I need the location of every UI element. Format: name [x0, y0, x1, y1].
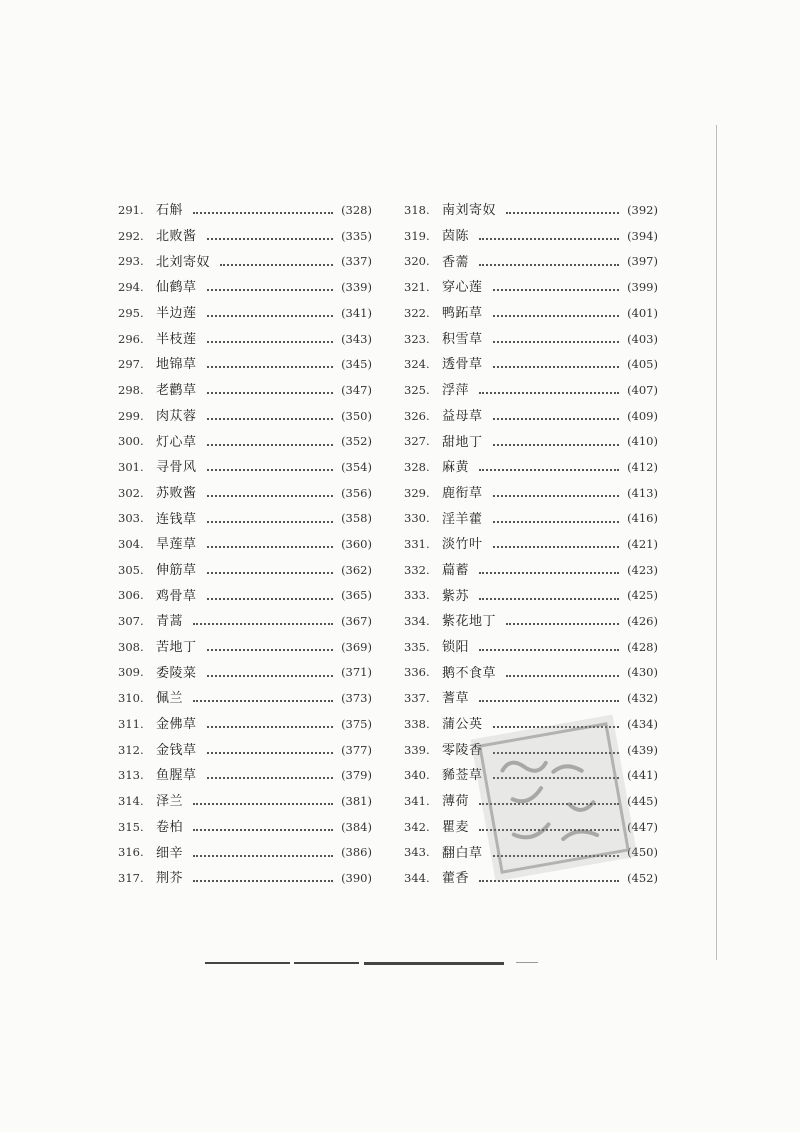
entry-number: 315. — [118, 819, 144, 834]
entry-title: 积雪草 — [442, 331, 483, 347]
dot-leader — [479, 468, 619, 471]
entry-page-number: (425) — [627, 588, 658, 603]
entry-page-number: (371) — [341, 665, 372, 680]
entry-number: 298. — [118, 382, 144, 397]
entry-page-number: (379) — [341, 768, 372, 783]
entry-page-number: (450) — [627, 845, 658, 860]
entry-page-number: (345) — [341, 357, 372, 372]
entry-number: 335. — [404, 639, 430, 654]
entry-page-number: (397) — [627, 254, 658, 269]
toc-entry[interactable] — [118, 378, 372, 404]
entry-page-number: (365) — [341, 588, 372, 603]
dot-leader — [493, 365, 620, 368]
entry-number: 307. — [118, 614, 144, 629]
toc-entry[interactable] — [118, 763, 372, 789]
entry-page-number: (447) — [627, 819, 658, 834]
entry-number: 309. — [118, 665, 144, 680]
entry-page-number: (386) — [341, 845, 372, 860]
toc-entry[interactable] — [118, 404, 372, 430]
toc-entry[interactable] — [404, 326, 658, 352]
entry-page-number: (358) — [341, 511, 372, 526]
entry-number: 326. — [404, 408, 430, 423]
entry-page-number: (354) — [341, 459, 372, 474]
entry-title: 连钱草 — [156, 511, 197, 527]
toc-entry[interactable] — [118, 789, 372, 815]
toc-entry[interactable] — [118, 840, 372, 866]
bottom-rule — [294, 962, 359, 964]
toc-entry[interactable] — [118, 737, 372, 763]
entry-page-number: (430) — [627, 665, 658, 680]
toc-entry[interactable] — [118, 506, 372, 532]
entry-page-number: (416) — [627, 511, 658, 526]
entry-number: 341. — [404, 793, 430, 808]
entry-number: 305. — [118, 562, 144, 577]
toc-entry[interactable] — [118, 224, 372, 250]
entry-number: 322. — [404, 305, 430, 320]
toc-entry[interactable] — [118, 326, 372, 352]
toc-entry[interactable] — [404, 378, 658, 404]
toc-entry[interactable] — [404, 275, 658, 301]
entry-page-number: (335) — [341, 228, 372, 243]
toc-entry[interactable] — [118, 301, 372, 327]
toc-entry[interactable] — [404, 558, 658, 584]
entry-title: 瞿麦 — [442, 819, 470, 835]
entry-page-number: (407) — [627, 382, 658, 397]
entry-number: 308. — [118, 639, 144, 654]
dot-leader — [207, 365, 334, 368]
entry-number: 325. — [404, 382, 430, 397]
toc-entry[interactable] — [404, 301, 658, 327]
entry-number: 336. — [404, 665, 430, 680]
entry-title: 南刘寄奴 — [442, 203, 497, 219]
entry-page-number: (428) — [627, 639, 658, 654]
entry-number: 328. — [404, 459, 430, 474]
entry-title: 茵陈 — [442, 229, 470, 245]
toc-entry[interactable] — [118, 275, 372, 301]
entry-page-number: (369) — [341, 639, 372, 654]
entry-number: 319. — [404, 228, 430, 243]
dot-leader — [207, 674, 334, 677]
dot-leader — [193, 802, 333, 805]
entry-number: 337. — [404, 691, 430, 706]
dot-leader — [506, 211, 619, 214]
entry-title: 卷柏 — [156, 819, 184, 835]
entry-page-number: (350) — [341, 408, 372, 423]
toc-entry[interactable] — [404, 583, 658, 609]
entry-title: 佩兰 — [156, 691, 184, 707]
entry-number: 323. — [404, 331, 430, 346]
toc-entry[interactable] — [404, 609, 658, 635]
toc-entry[interactable] — [118, 198, 372, 224]
entry-number: 339. — [404, 742, 430, 757]
entry-title: 伸筋草 — [156, 562, 197, 578]
dot-leader — [493, 443, 620, 446]
toc-entry[interactable] — [118, 660, 372, 686]
entry-number: 306. — [118, 588, 144, 603]
dot-leader — [506, 622, 619, 625]
entry-number: 342. — [404, 819, 430, 834]
bottom-rule — [364, 962, 504, 965]
dot-leader — [207, 545, 334, 548]
entry-title: 肉苁蓉 — [156, 408, 197, 424]
entry-number: 300. — [118, 434, 144, 449]
entry-title: 灯心草 — [156, 434, 197, 450]
dot-leader — [193, 828, 333, 831]
entry-page-number: (413) — [627, 485, 658, 500]
entry-number: 295. — [118, 305, 144, 320]
entry-page-number: (394) — [627, 228, 658, 243]
entry-title: 蒲公英 — [442, 717, 483, 733]
entry-number: 316. — [118, 845, 144, 860]
entry-title: 泽兰 — [156, 794, 184, 810]
entry-number: 334. — [404, 614, 430, 629]
entry-title: 寻骨风 — [156, 460, 197, 476]
dot-leader — [479, 263, 619, 266]
entry-number: 320. — [404, 254, 430, 269]
entry-page-number: (347) — [341, 382, 372, 397]
entry-title: 石斛 — [156, 203, 184, 219]
entry-page-number: (390) — [341, 870, 372, 885]
entry-title: 委陵菜 — [156, 665, 197, 681]
entry-title: 透骨草 — [442, 357, 483, 373]
entry-number: 294. — [118, 280, 144, 295]
entry-number: 338. — [404, 716, 430, 731]
entry-number: 317. — [118, 870, 144, 885]
toc-entry[interactable] — [404, 455, 658, 481]
entry-page-number: (352) — [341, 434, 372, 449]
entry-number: 329. — [404, 485, 430, 500]
toc-entry[interactable] — [404, 249, 658, 275]
entry-page-number: (434) — [627, 716, 658, 731]
entry-number: 293. — [118, 254, 144, 269]
entry-title: 益母草 — [442, 408, 483, 424]
entry-title: 麻黄 — [442, 460, 470, 476]
entry-number: 297. — [118, 357, 144, 372]
entry-number: 310. — [118, 691, 144, 706]
toc-entry[interactable] — [404, 532, 658, 558]
entry-number: 292. — [118, 228, 144, 243]
dot-leader — [493, 288, 620, 291]
entry-number: 302. — [118, 485, 144, 500]
entry-title: 半边莲 — [156, 306, 197, 322]
entry-title: 浮萍 — [442, 383, 470, 399]
entry-number: 299. — [118, 408, 144, 423]
dot-leader — [207, 417, 334, 420]
toc-left-column — [118, 198, 372, 892]
dot-leader — [193, 211, 333, 214]
entry-title: 鹅不食草 — [442, 665, 497, 681]
entry-page-number: (401) — [627, 305, 658, 320]
toc-entry[interactable] — [118, 583, 372, 609]
entry-number: 324. — [404, 357, 430, 372]
toc-entry[interactable] — [118, 558, 372, 584]
entry-title: 半枝莲 — [156, 331, 197, 347]
entry-page-number: (341) — [341, 305, 372, 320]
entry-title: 北败酱 — [156, 229, 197, 245]
entry-page-number: (403) — [627, 331, 658, 346]
bottom-rule — [205, 962, 290, 964]
toc-entry[interactable] — [404, 506, 658, 532]
entry-page-number: (421) — [627, 537, 658, 552]
entry-page-number: (328) — [341, 203, 372, 218]
entry-number: 303. — [118, 511, 144, 526]
entry-title: 淫羊藿 — [442, 511, 483, 527]
entry-page-number: (356) — [341, 485, 372, 500]
dot-leader — [506, 674, 619, 677]
entry-title: 北刘寄奴 — [156, 254, 211, 270]
dot-leader — [207, 468, 334, 471]
entry-page-number: (439) — [627, 742, 658, 757]
entry-number: 331. — [404, 537, 430, 552]
entry-title: 旱莲草 — [156, 537, 197, 553]
entry-page-number: (362) — [341, 562, 372, 577]
entry-page-number: (441) — [627, 768, 658, 783]
entry-number: 318. — [404, 203, 430, 218]
entry-page-number: (381) — [341, 793, 372, 808]
dot-leader — [193, 699, 333, 702]
dot-leader — [207, 340, 334, 343]
dot-leader — [479, 597, 619, 600]
entry-page-number: (373) — [341, 691, 372, 706]
entry-title: 薄荷 — [442, 794, 470, 810]
toc-entry[interactable] — [118, 249, 372, 275]
entry-title: 甜地丁 — [442, 434, 483, 450]
dot-leader — [193, 854, 333, 857]
entry-title: 仙鹤草 — [156, 280, 197, 296]
dot-leader — [207, 725, 334, 728]
entry-number: 296. — [118, 331, 144, 346]
entry-number: 304. — [118, 537, 144, 552]
entry-title: 地锦草 — [156, 357, 197, 373]
entry-title: 翻白草 — [442, 845, 483, 861]
entry-page-number: (375) — [341, 716, 372, 731]
entry-title: 鱼腥草 — [156, 768, 197, 784]
entry-number: 312. — [118, 742, 144, 757]
toc-entry[interactable] — [404, 660, 658, 686]
toc-entry[interactable] — [404, 224, 658, 250]
entry-page-number: (423) — [627, 562, 658, 577]
dot-leader — [207, 237, 334, 240]
entry-page-number: (445) — [627, 793, 658, 808]
entry-page-number: (412) — [627, 459, 658, 474]
dot-leader — [479, 571, 619, 574]
entry-title: 金钱草 — [156, 742, 197, 758]
entry-page-number: (410) — [627, 434, 658, 449]
entry-page-number: (360) — [341, 537, 372, 552]
dot-leader — [207, 494, 334, 497]
entry-title: 香薷 — [442, 254, 470, 270]
toc-entry[interactable] — [404, 635, 658, 661]
dot-leader — [493, 520, 620, 523]
entry-title: 紫花地丁 — [442, 614, 497, 630]
entry-number: 327. — [404, 434, 430, 449]
entry-page-number: (392) — [627, 203, 658, 218]
entry-title: 淡竹叶 — [442, 537, 483, 553]
toc-entry[interactable] — [404, 198, 658, 224]
entry-title: 锁阳 — [442, 640, 470, 656]
toc-entry[interactable] — [118, 866, 372, 892]
toc-entry[interactable] — [118, 429, 372, 455]
toc-entry[interactable] — [118, 686, 372, 712]
toc-entry[interactable] — [118, 815, 372, 841]
entry-page-number: (432) — [627, 691, 658, 706]
page-edge-line — [716, 125, 717, 960]
dot-leader — [207, 520, 334, 523]
toc-entry[interactable] — [404, 404, 658, 430]
dot-leader — [207, 597, 334, 600]
entry-title: 藿香 — [442, 871, 470, 887]
entry-page-number: (426) — [627, 614, 658, 629]
entry-number: 343. — [404, 845, 430, 860]
entry-number: 313. — [118, 768, 144, 783]
entry-page-number: (384) — [341, 819, 372, 834]
toc-entry[interactable] — [118, 635, 372, 661]
dot-leader — [193, 622, 333, 625]
entry-page-number: (339) — [341, 280, 372, 295]
entry-page-number: (343) — [341, 331, 372, 346]
dot-leader — [207, 648, 334, 651]
toc-entry[interactable] — [118, 455, 372, 481]
entry-title: 苦地丁 — [156, 640, 197, 656]
entry-number: 340. — [404, 768, 430, 783]
bottom-rule — [516, 962, 538, 963]
entry-number: 321. — [404, 280, 430, 295]
entry-title: 鸡骨草 — [156, 588, 197, 604]
dot-leader — [207, 776, 334, 779]
dot-leader — [220, 263, 333, 266]
entry-number: 330. — [404, 511, 430, 526]
dot-leader — [479, 648, 619, 651]
entry-title: 蓍草 — [442, 691, 470, 707]
entry-title: 老鹳草 — [156, 383, 197, 399]
dot-leader — [493, 417, 620, 420]
dot-leader — [493, 545, 620, 548]
entry-title: 鹿衔草 — [442, 485, 483, 501]
entry-page-number: (405) — [627, 357, 658, 372]
dot-leader — [193, 879, 333, 882]
entry-page-number: (337) — [341, 254, 372, 269]
toc-entry[interactable] — [118, 352, 372, 378]
entry-title: 豨莶草 — [442, 768, 483, 784]
entry-title: 鸭跖草 — [442, 306, 483, 322]
dot-leader — [493, 340, 620, 343]
toc-entry[interactable] — [404, 352, 658, 378]
entry-title: 紫苏 — [442, 588, 470, 604]
entry-page-number: (367) — [341, 614, 372, 629]
entry-title: 金佛草 — [156, 717, 197, 733]
toc-entry[interactable] — [118, 481, 372, 507]
entry-number: 333. — [404, 588, 430, 603]
toc-entry[interactable] — [118, 609, 372, 635]
dot-leader — [207, 288, 334, 291]
seal-stamp-icon — [454, 698, 653, 897]
entry-title: 青蒿 — [156, 614, 184, 630]
dot-leader — [479, 237, 619, 240]
dot-leader — [207, 571, 334, 574]
dot-leader — [207, 443, 334, 446]
toc-entry[interactable] — [118, 532, 372, 558]
entry-title: 穿心莲 — [442, 280, 483, 296]
dot-leader — [493, 494, 620, 497]
dot-leader — [207, 391, 334, 394]
entry-number: 291. — [118, 203, 144, 218]
toc-entry[interactable] — [404, 481, 658, 507]
entry-number: 301. — [118, 459, 144, 474]
entry-page-number: (452) — [627, 870, 658, 885]
entry-page-number: (399) — [627, 280, 658, 295]
toc-entry[interactable] — [404, 429, 658, 455]
entry-title: 荆芥 — [156, 871, 184, 887]
dot-leader — [207, 314, 334, 317]
entry-number: 332. — [404, 562, 430, 577]
toc-entry[interactable] — [118, 712, 372, 738]
entry-page-number: (409) — [627, 408, 658, 423]
dot-leader — [479, 391, 619, 394]
entry-number: 314. — [118, 793, 144, 808]
entry-title: 零陵香 — [442, 742, 483, 758]
entry-number: 344. — [404, 870, 430, 885]
entry-number: 311. — [118, 716, 144, 731]
entry-page-number: (377) — [341, 742, 372, 757]
dot-leader — [207, 751, 334, 754]
entry-title: 萹蓄 — [442, 562, 470, 578]
entry-title: 苏败酱 — [156, 485, 197, 501]
entry-title: 细辛 — [156, 845, 184, 861]
dot-leader — [493, 314, 620, 317]
